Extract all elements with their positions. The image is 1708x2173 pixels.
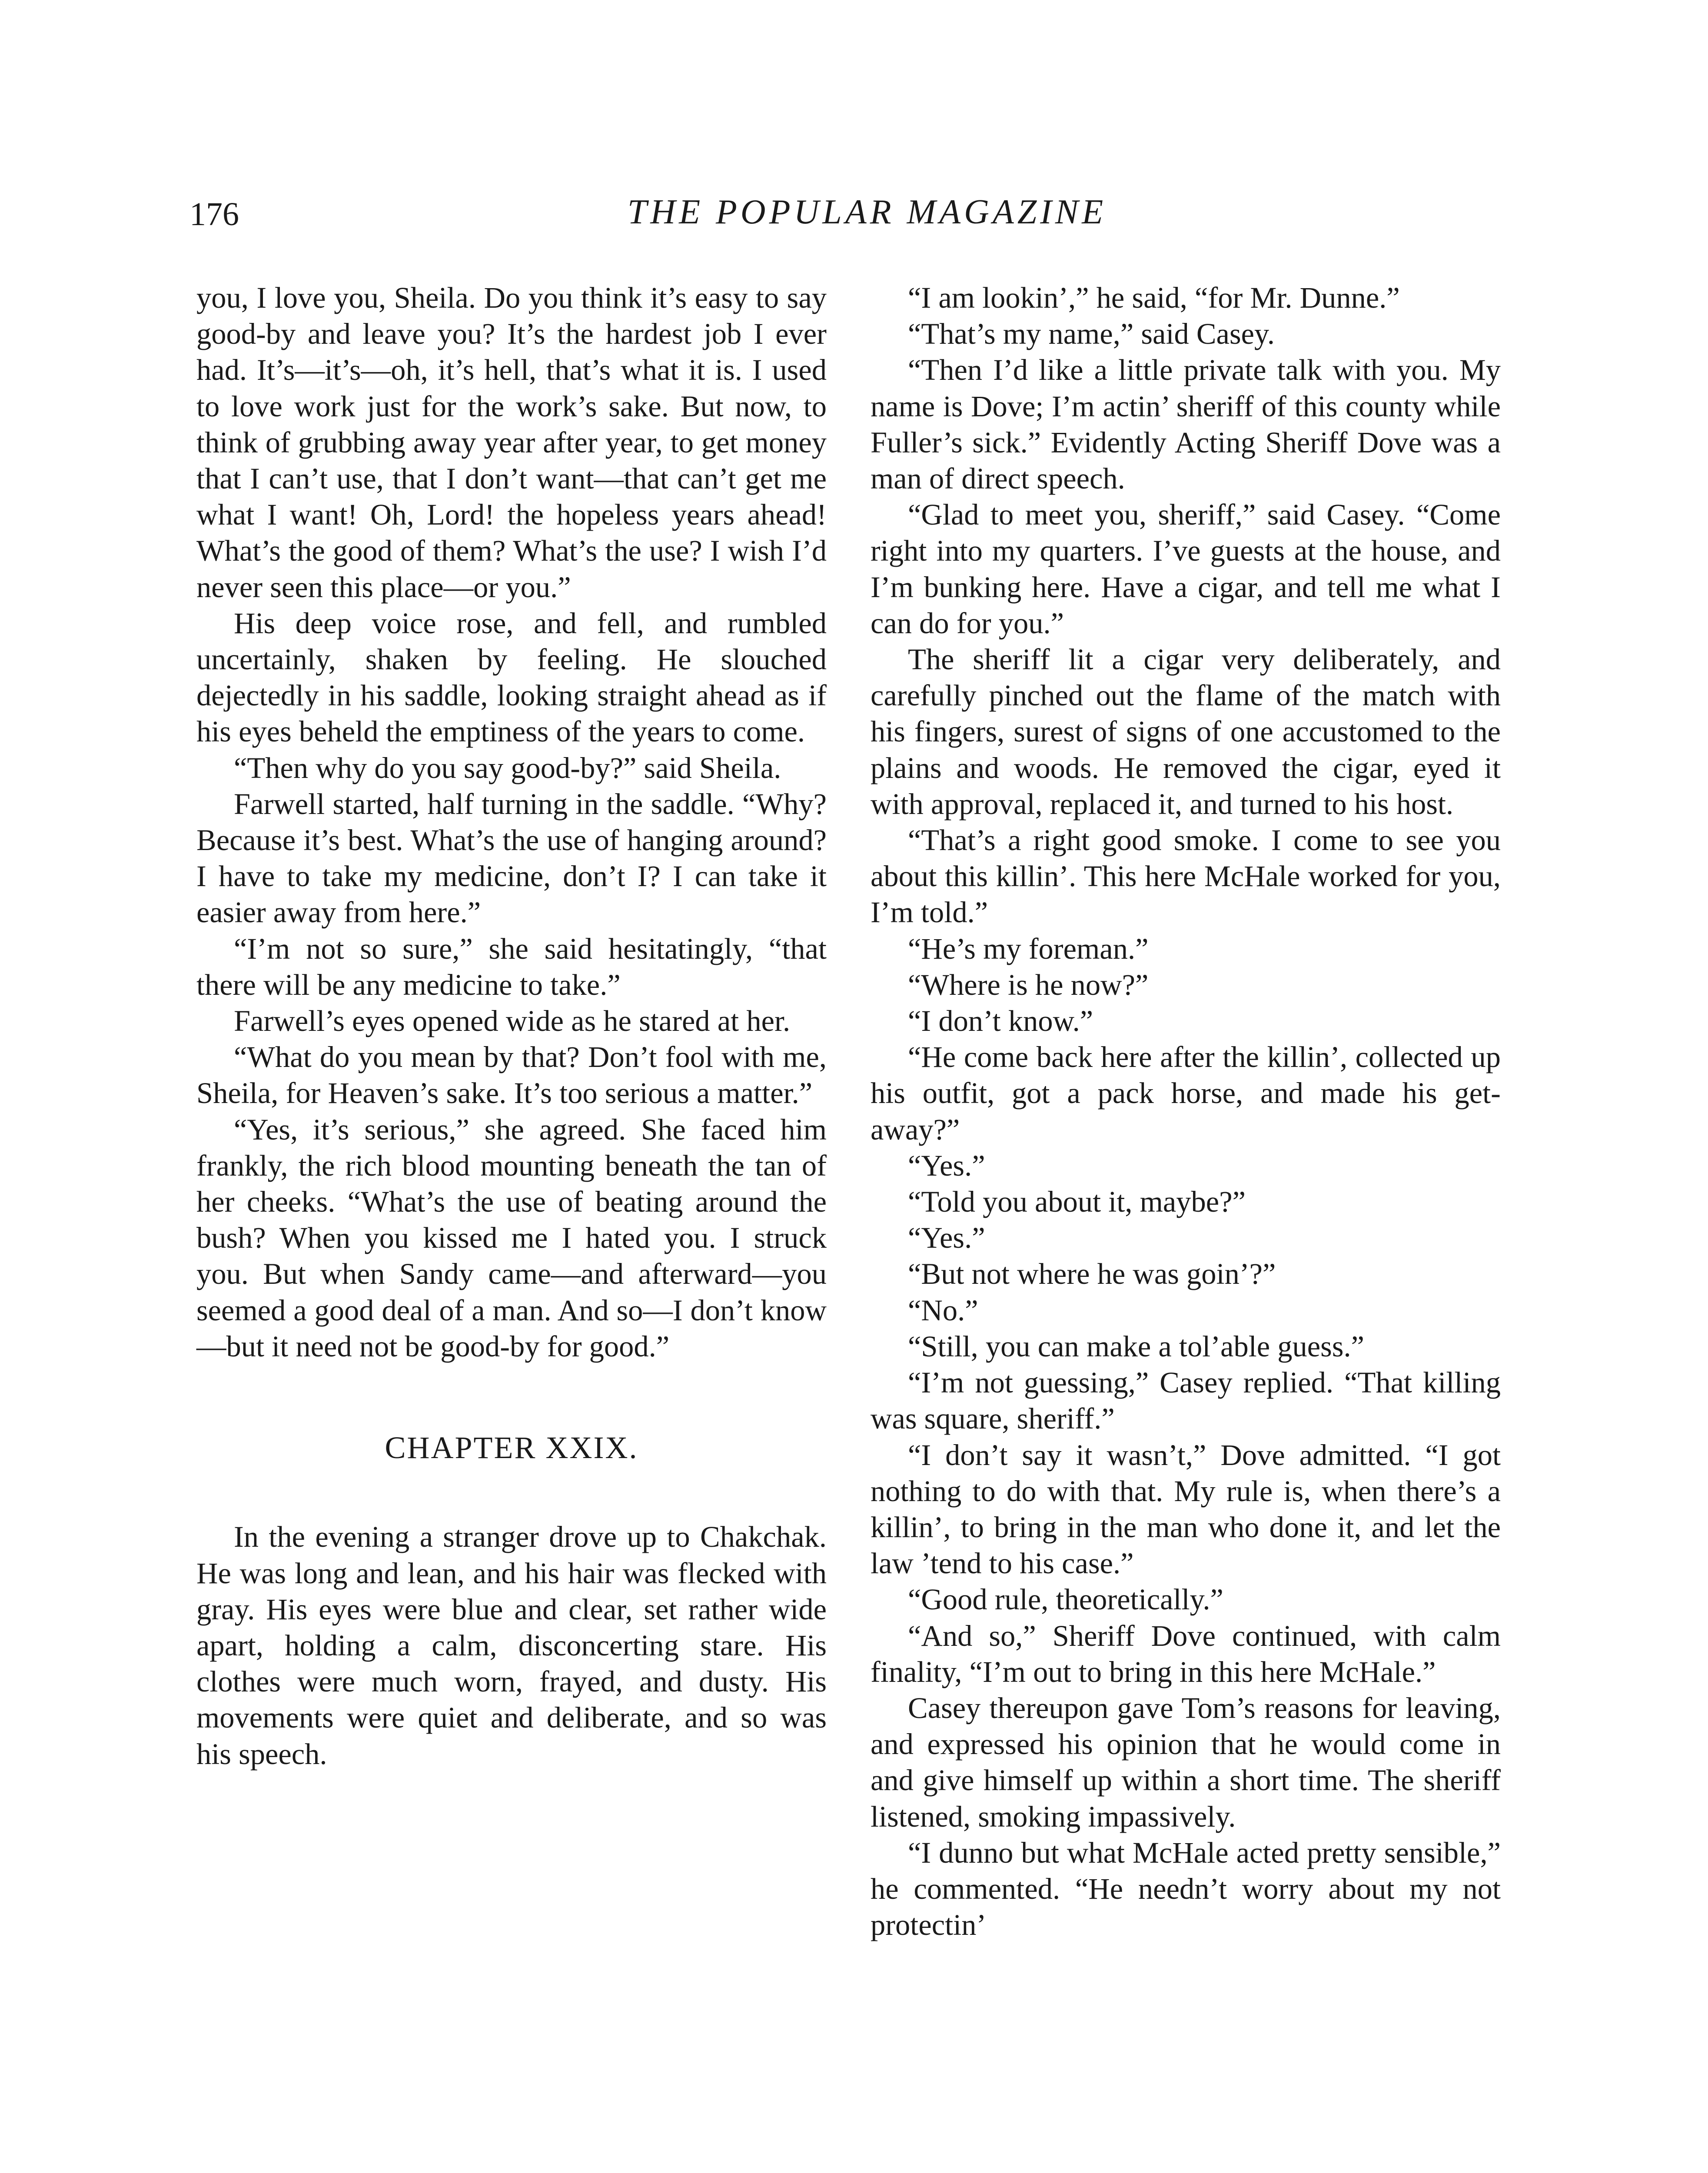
paragraph: “Glad to meet you, sheriff,” said Casey. “Come right into my quarters. I’ve guests at the house, and I’m bunking here. Have a cigar, and tell me what I can do for you.” [871, 498, 1501, 640]
paragraph: “That’s my name,” said Casey. [908, 317, 1275, 351]
paragraph: “Good rule, theoretically.” [908, 1583, 1223, 1616]
left-column [196, 280, 827, 1772]
paragraph: “I don’t say it wasn’t,” Dove admitted. “I got nothing to do with that. My rule is, when there’s a killin’, to bring in the man who done it, and let the law ’tend to his case.” [871, 1438, 1501, 1580]
paragraph: “I am lookin’,” he said, “for Mr. Dunne.” [908, 281, 1400, 314]
paragraph: The sheriff lit a cigar very deliberately, and carefully pinched out the flame of the match with his fingers, surest of signs of one accustomed to the plains and woods. He removed the cigar, eyed it with approval, replaced it, and turned to his host. [871, 643, 1501, 821]
paragraph: “He’s my foreman.” [908, 932, 1149, 965]
chapter-heading: CHAPTER XXIX. [385, 1430, 638, 1465]
paragraph: “And so,” Sheriff Dove continued, with calm finality, “I’m out to bring in this here McHale.” [871, 1619, 1501, 1688]
paragraph: “No.” [908, 1293, 978, 1327]
paragraph: His deep voice rose, and fell, and rumbled uncertainly, shaken by feeling. He slouched dejectedly in his saddle, looking straight ahead as if his eyes beheld the emptiness of the years to come. [196, 606, 827, 748]
paragraph: “I don’t know.” [908, 1004, 1093, 1038]
paragraph: “I dunno but what McHale acted pretty sensible,” he commented. “He needn’t worry about my not protectin’ [871, 1836, 1501, 1942]
right-column [871, 280, 1501, 1943]
paragraph: “Yes, it’s serious,” she agreed. She faced him frankly, the rich blood mounting beneath the tan of her cheeks. “What’s the use of beating around the bush? When you kissed me I hated you. I struck you. But when Sandy came—and afterward—you seemed a good deal of a man. And so—I don’t know—but it need not be good-by for good.” [196, 1113, 827, 1363]
paragraph: “Still, you can make a tol’able guess.” [908, 1329, 1365, 1363]
paragraph: Casey thereupon gave Tom’s reasons for leaving, and expressed his opinion that he would come in and give himself up within a short time. The sheriff listened, smoking impassively. [871, 1691, 1501, 1833]
paragraph: “Told you about it, maybe?” [908, 1185, 1246, 1219]
paragraph: “I’m not guessing,” Casey replied. “That killing was square, sheriff.” [871, 1366, 1501, 1435]
paragraph: “Then I’d like a little private talk with you. My name is Dove; I’m actin’ sheriff of this county while Fuller’s sick.” Evidently Acting Sheriff Dove was a man of direct speech. [871, 353, 1501, 495]
paragraph: “But not where he was goin’?” [908, 1257, 1276, 1291]
paragraph: “What do you mean by that? Don’t fool with me, Sheila, for Heaven’s sake. It’s too serious a matter.” [196, 1040, 827, 1110]
paragraph: Farwell’s eyes opened wide as he stared at her. [234, 1004, 791, 1038]
paragraph: Farwell started, half turning in the saddle. “Why? Because it’s best. What’s the use of hanging around? I have to take my medicine, don’t I? I can take it easier away from here.” [196, 787, 827, 929]
paragraph: “Then why do you say good-by?” said Sheila. [234, 751, 781, 784]
paragraph: In the evening a stranger drove up to Chakchak. He was long and lean, and his hair was flecked with gray. His eyes were blue and clear, set rather wide apart, holding a calm, disconcerting stare. His clothes were much worn, frayed, and dusty. His movements were quiet and deliberate, and so was his speech. [196, 1520, 827, 1771]
paragraph: “Yes.” [908, 1149, 985, 1182]
paragraph: you, I love you, Sheila. Do you think it’s easy to say good-by and leave you? It’s the hardest job I ever had. It’s—it’s—oh, it’s hell, that’s what it is. I used to love work just for the work’s sake. But now, to think of grubbing away year after year, to get money that I can’t use, that I don’t want—that can’t get me what I want! Oh, Lord! the hopeless years ahead! What’s the good of them? What’s the use? I wish I’d never seen this place—or you.” [196, 281, 827, 604]
page-number: 176 [189, 196, 239, 233]
paragraph: “Where is he now?” [908, 968, 1149, 1001]
paragraph: “Yes.” [908, 1221, 985, 1255]
paragraph: “He come back here after the killin’, collected up his outfit, got a pack horse, and made his get-away?” [871, 1040, 1501, 1146]
running-title: THE POPULAR MAGAZINE [627, 193, 1107, 231]
paragraph: “That’s a right good smoke. I come to see you about this killin’. This here McHale worked for you, I’m told.” [871, 824, 1501, 929]
paragraph: “I’m not so sure,” she said hesitatingly, “that there will be any medicine to take.” [196, 932, 827, 1001]
